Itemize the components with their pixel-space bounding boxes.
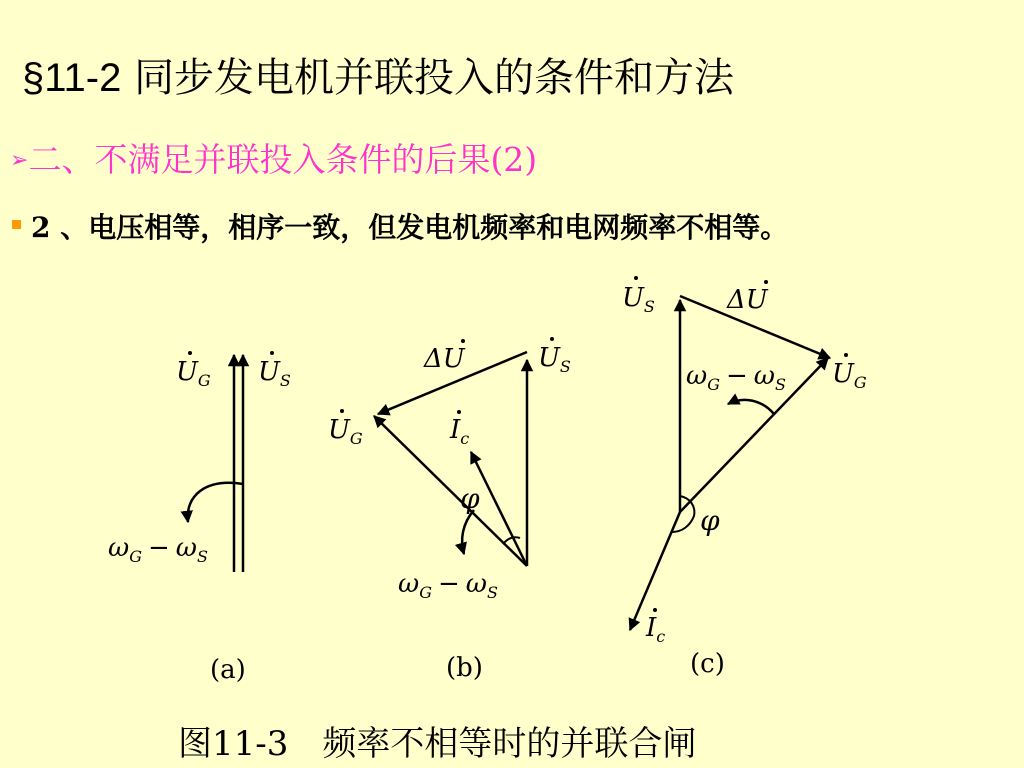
dot-ug-c [844, 353, 848, 357]
label-us-c: $U_S$ [622, 283, 655, 316]
dot-ug-b [340, 409, 344, 413]
label-ug-c: $U_G$ [832, 359, 867, 392]
dot-us-c [634, 276, 638, 280]
arrow-bullet-icon: ➢ [10, 148, 29, 173]
label-us-b: $U_S$ [538, 343, 571, 376]
dot-ic-c [653, 608, 657, 612]
caption-c: (c) [690, 649, 725, 679]
dot-ug-a [188, 351, 192, 355]
label-omega-c: $\omega_G - \omega_S$ [686, 361, 786, 394]
diagram-c [622, 276, 867, 679]
rotation-arrow-b [462, 510, 474, 554]
phi-arc-c [672, 496, 694, 532]
title-text: 同步发电机并联投入的条件和方法 [134, 55, 735, 101]
label-ic-c: $I_c$ [646, 613, 666, 646]
dot-ic-b [457, 410, 461, 414]
caption-a: (a) [210, 655, 246, 685]
label-phi-b: φ [460, 482, 480, 515]
dot-us-b [550, 337, 554, 341]
bullet-point-text: 2 、电压相等，相序一致，但发电机频率和电网频率不相等。 [31, 211, 789, 244]
label-delta-u-c: ΔU [727, 285, 768, 315]
figure-caption: 图11-3 频率不相等时的并联合闸 [178, 724, 697, 764]
label-ic-b: $I_c$ [450, 415, 470, 448]
label-ug-a: $U_G$ [176, 357, 211, 390]
diagram-a [108, 351, 291, 685]
subtitle-text: 二、不满足并联投入条件的后果(2) [28, 140, 538, 179]
rotation-arrow-c [728, 400, 774, 414]
dot-du-b [461, 339, 465, 343]
phi-arc-b [503, 537, 520, 544]
label-delta-u-b: ΔU [424, 344, 465, 374]
dot-us-a [270, 351, 274, 355]
label-ug-b: $U_G$ [328, 415, 363, 448]
label-us-a: $U_S$ [258, 357, 291, 390]
caption-b: (b) [446, 653, 483, 683]
label-phi-c: φ [700, 504, 720, 537]
dot-du-c [764, 280, 768, 284]
diagram-b [328, 337, 571, 683]
label-omega-b: $\omega_G - \omega_S$ [398, 569, 498, 602]
section-number: §11-2 [22, 56, 122, 100]
label-omega-a: $\omega_G - \omega_S$ [108, 533, 208, 566]
